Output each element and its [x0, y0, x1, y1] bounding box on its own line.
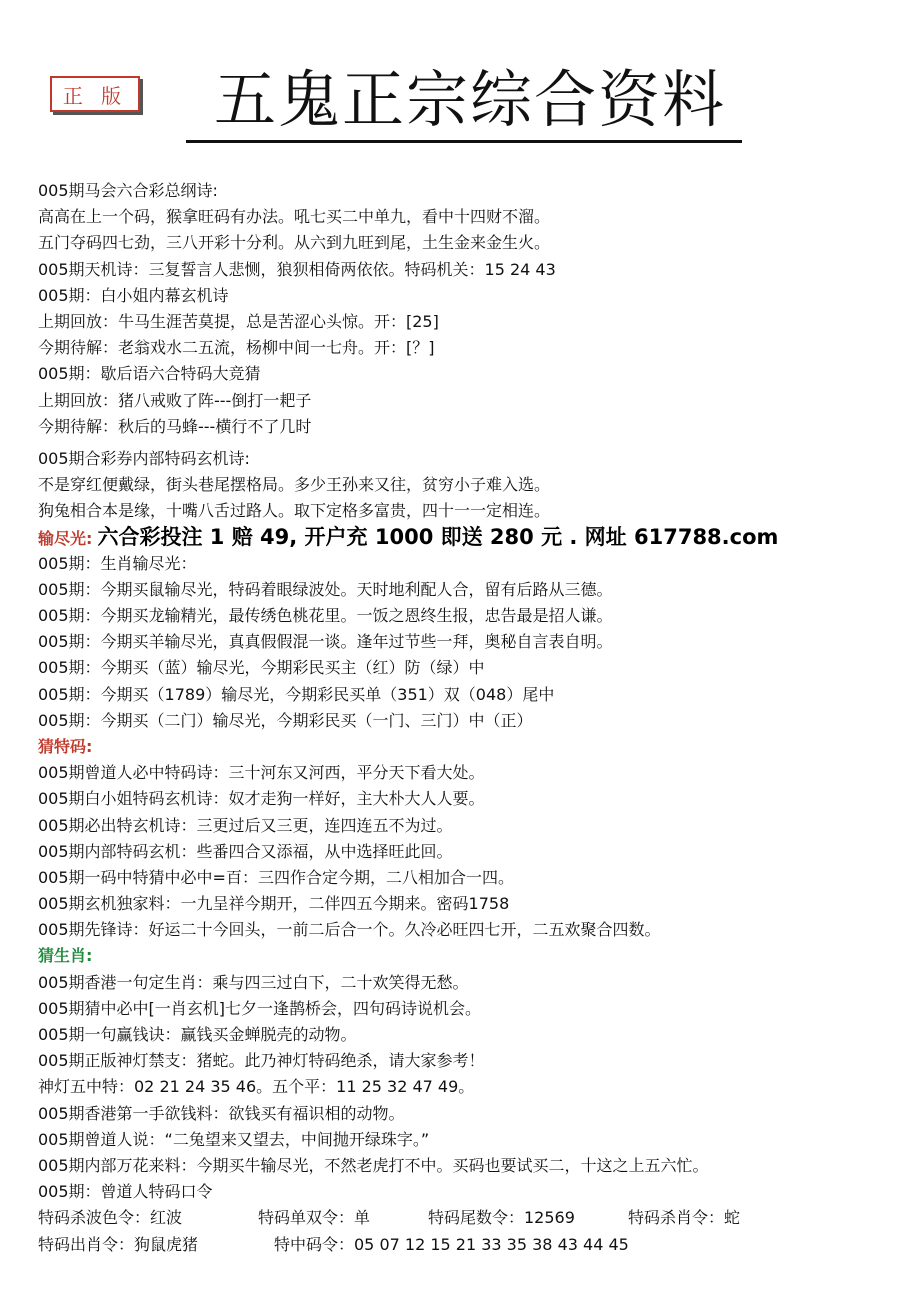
command-item: 特码杀波色令：红波	[38, 1208, 183, 1228]
text-line: 005期曾道人说：“二兔望来又望去，中间抛开绿珠字。”	[38, 1129, 430, 1149]
command-item: 特码单双令：单	[258, 1208, 371, 1228]
header	[0, 0, 900, 170]
text-line: 005期内部特码玄机：些番四合又添福，从中选择旺此回。	[38, 841, 453, 861]
text-line: 005期白小姐特码玄机诗：奴才走狗一样好，主大朴大人人要。	[38, 789, 485, 809]
section-label: 输尽光:	[38, 529, 93, 549]
text-line: 五门夺码四七劲，三八开彩十分利。从六到九旺到尾，土生金来金生火。	[38, 233, 551, 253]
authentic-badge: 正 版	[50, 76, 140, 112]
section-header-lose-all	[38, 524, 888, 550]
text-line: 005期：今期买（二门）输尽光，今期彩民买（一门、三门）中（正）	[38, 710, 533, 730]
text-line: 不是穿红便戴绿，街头巷尾摆格局。多少王孙来又往，贫穷小子难入选。	[38, 475, 551, 495]
command-item: 特码尾数令：12569	[428, 1208, 575, 1228]
text-line: 005期：今期买羊输尽光，真真假假混一谈。逢年过节些一拜，奥秘自言表自明。	[38, 632, 613, 652]
text-line: 005期曾道人必中特码诗：三十河东又河西，平分天下看大处。	[38, 763, 485, 783]
text-line: 005期：曾道人特码口令	[38, 1182, 213, 1202]
text-line: 高高在上一个码，猴拿旺码有办法。吼七买二中单九，看中十四财不溜。	[38, 207, 551, 227]
text-line: 005期必出特玄机诗：三更过后又三更，连四连五不为过。	[38, 815, 453, 835]
text-line: 上期回放：牛马生涯苦莫提，总是苦涩心头惊。开：[25]	[38, 311, 439, 331]
command-item: 特中码令：05 07 12 15 21 33 35 38 43 44 45	[274, 1234, 629, 1254]
text-line: 005期马会六合彩总纲诗:	[38, 181, 218, 200]
text-line: 005期玄机独家料：一九呈祥今期开，二伴四五今期来。密码1758	[38, 894, 510, 914]
advertisement-banner: 六合彩投注 1 赔 49, 开户充 1000 即送 280 元 . 网址 617788.com	[97, 525, 779, 550]
text-line: 005期一码中特猜中必中=百：三四作合定今期，二八相加合一四。	[38, 867, 514, 887]
command-item: 特码出肖令：狗鼠虎猪	[38, 1234, 199, 1254]
text-line: 005期内部万花来料：今期买牛输尽光，不然老虎打不中。买码也要试买二，十这之上五六忙。	[38, 1155, 709, 1175]
text-line: 005期：今期买（蓝）输尽光，今期彩民买主（红）防（绿）中	[38, 658, 485, 678]
command-row	[38, 1232, 888, 1258]
text-line: 今期待解：老翁戏水二五流，杨柳中间一七舟。开：[？]	[38, 338, 435, 358]
text-line: 今期待解：秋后的马蜂---横行不了几时	[38, 416, 312, 436]
section-header-guess-zodiac: 猜生肖:	[38, 946, 93, 966]
text-line: 005期正版神灯禁支：猪蛇。此乃神灯特码绝杀，请大家参考！	[38, 1051, 485, 1071]
text-line: 005期天机诗：三复誓言人悲恻，狼狈相倚两依依。特码机关：15 24 43	[38, 259, 556, 279]
document-body	[38, 178, 888, 1258]
text-line: 005期：今期买（1789）输尽光，今期彩民买单（351）双（048）尾中	[38, 684, 555, 704]
text-line: 005期：今期买龙输精光，最传绣色桃花里。一饭之恩终生报，忠告最是招人谦。	[38, 606, 613, 625]
text-line: 005期：今期买鼠输尽光，特码着眼绿波处。天时地利配人合，留有后路从三德。	[38, 579, 613, 599]
text-line: 上期回放：猪八戒败了阵---倒打一耙子	[38, 390, 312, 410]
section-header-guess-number: 猜特码:	[38, 736, 93, 756]
text-line: 005期香港一句定生肖：乘与四三过白下，二十欢笑得无愁。	[38, 972, 469, 992]
text-line: 神灯五中特：02 21 24 35 46。五个平：11 25 32 47 49。	[38, 1077, 475, 1097]
command-item: 特码杀肖令：蛇	[628, 1208, 741, 1228]
text-line: 005期香港第一手欲钱料：欲钱买有福识相的动物。	[38, 1103, 405, 1123]
page-title: 五鬼正宗综合资料	[213, 63, 726, 136]
text-line: 005期：生肖输尽光：	[38, 553, 197, 573]
text-line: 005期猜中必中[一肖玄机]七夕一逢鹊桥会，四句码诗说机会。	[38, 998, 482, 1018]
text-line: 005期合彩券内部特码玄机诗:	[38, 448, 250, 468]
title-underline	[186, 140, 742, 143]
text-line: 005期一句赢钱诀：赢钱买金蝉脱壳的动物。	[38, 1025, 357, 1044]
text-line: 狗兔相合本是缘，十嘴八舌过路人。取下定格多富贵，四十一一定相连。	[38, 501, 551, 521]
command-row	[38, 1205, 888, 1231]
text-line: 005期：白小姐内幕玄机诗	[38, 285, 229, 305]
text-line: 005期先锋诗：好运二十今回头，一前二后合一个。久冷必旺四七开，二五欢聚合四数。	[38, 920, 661, 940]
text-line: 005期：歇后语六合特码大竞猜	[38, 364, 261, 384]
